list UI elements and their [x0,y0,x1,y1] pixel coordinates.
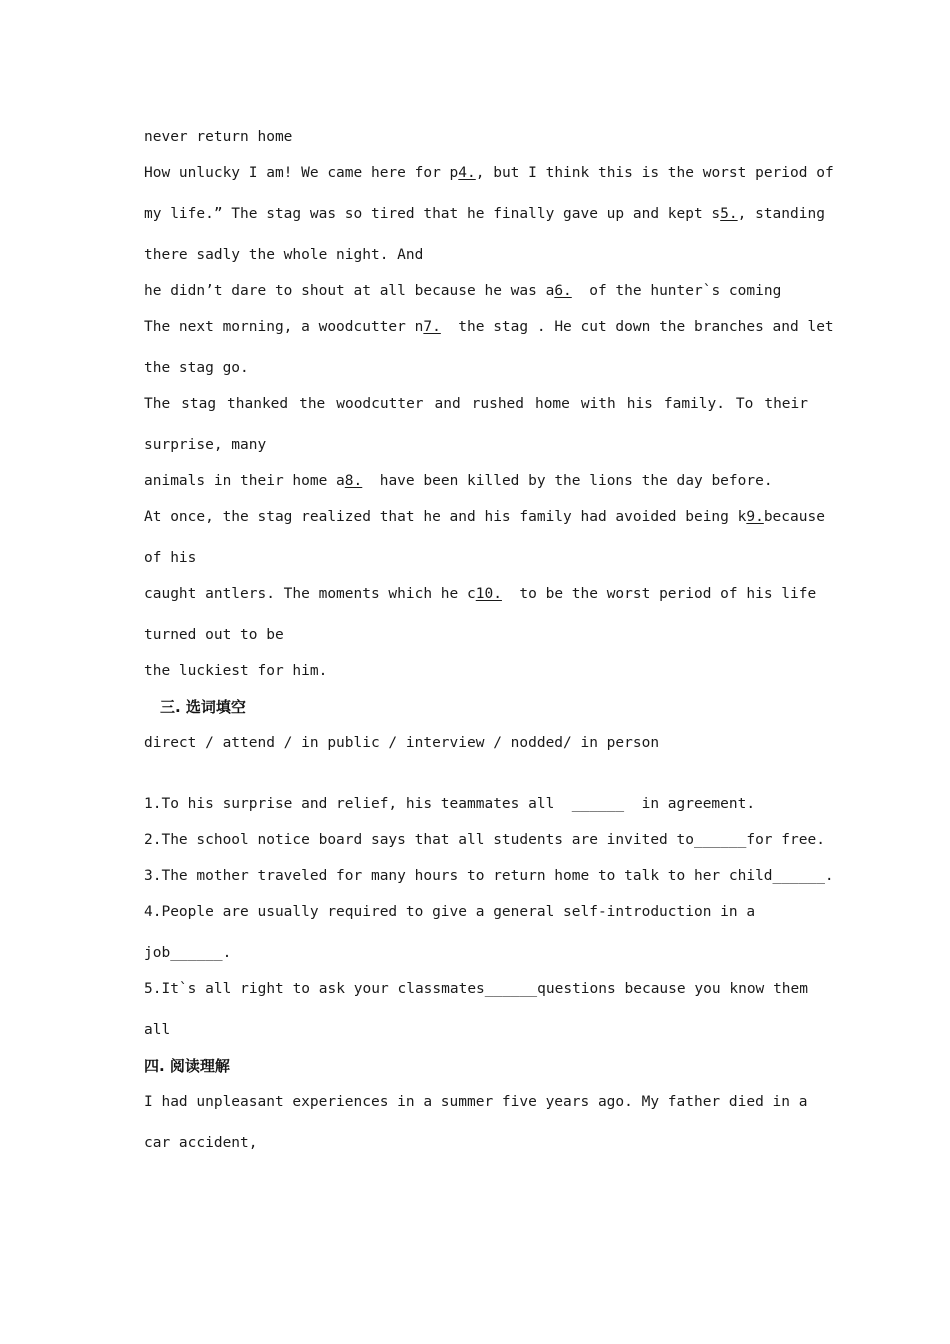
passage-text: , standing [737,206,825,222]
passage-text: animals in their home a [144,473,345,489]
reading-paragraph-line: I had unpleasant experiences in a summer five years ago. My father died in a [144,1094,808,1110]
passage-text: How unlucky I am! We came here for p [144,165,459,181]
section-4-heading: 四. 阅读理解 [144,1057,230,1075]
passage-text: At once, the stag realized that he and his family had avoided being k [144,509,747,525]
passage-line [144,164,834,182]
passage-line [144,508,825,526]
passage-text: the luckiest for him. [144,663,328,679]
passage-text: of his [144,550,197,566]
blank-8: 8. [344,473,363,489]
blank-7: 7. [423,319,441,335]
question-1: 1.To his surprise and relief, his teammates all ______ in agreement. [144,796,756,812]
passage-text: the stag . He cut down the branches and let [440,319,834,335]
passage-text: turned out to be [144,627,284,643]
passage-line [144,472,808,490]
passage-line [144,626,808,644]
passage-text: have been killed by the lions the day before. [362,473,773,489]
reading-paragraph-line: car accident, [144,1135,258,1151]
passage-line [144,436,808,454]
passage-line [144,205,825,223]
question-4: 4.People are usually required to give a general self-introduction in a [144,904,756,920]
blank-10: 10. [475,586,502,602]
passage-line [144,585,817,603]
passage-text: The stag thanked the woodcutter and rushed home with his family. To their [144,396,808,412]
passage-text: , but I think this is the worst period of [475,165,834,181]
section-3-heading: 三. 选词填空 [160,698,246,716]
passage-text: my life.” The stag was so tired that he finally gave up and kept s [144,206,721,222]
passage-text: the stag go. [144,360,249,376]
passage-line [144,318,834,336]
passage-line [144,246,808,264]
blank-6: 6. [554,283,572,299]
passage-text: surprise, many [144,437,267,453]
question-5: 5.It`s all right to ask your classmates______questions because you know them [144,981,808,997]
word-bank: direct / attend / in public / interview / nodded/ in person [144,735,660,751]
passage-line [144,395,808,413]
passage-text: The next morning, a woodcutter n [144,319,424,335]
passage-text: there sadly the whole night. And [144,247,424,263]
passage-text: never return home [144,129,293,145]
passage-line [144,662,808,680]
passage-text: caught antlers. The moments which he c [144,586,476,602]
blank-5: 5. [720,206,738,222]
passage-text: of the hunter`s coming [571,283,782,299]
passage-line [144,359,808,377]
question-5-cont: all [144,1022,171,1038]
question-2: 2.The school notice board says that all students are invited to______for free. [144,832,825,848]
passage-text: he didn’t dare to shout at all because he was a [144,283,555,299]
question-3: 3.The mother traveled for many hours to return home to talk to her child______. [144,868,834,884]
passage-line [144,549,808,567]
question-4-cont: job______. [144,945,232,961]
passage-line [144,282,808,300]
passage-text: to be the worst period of his life [501,586,817,602]
blank-9: 9. [746,509,764,525]
passage-line [144,128,808,146]
blank-4: 4. [458,165,476,181]
passage-text: because [763,509,825,525]
